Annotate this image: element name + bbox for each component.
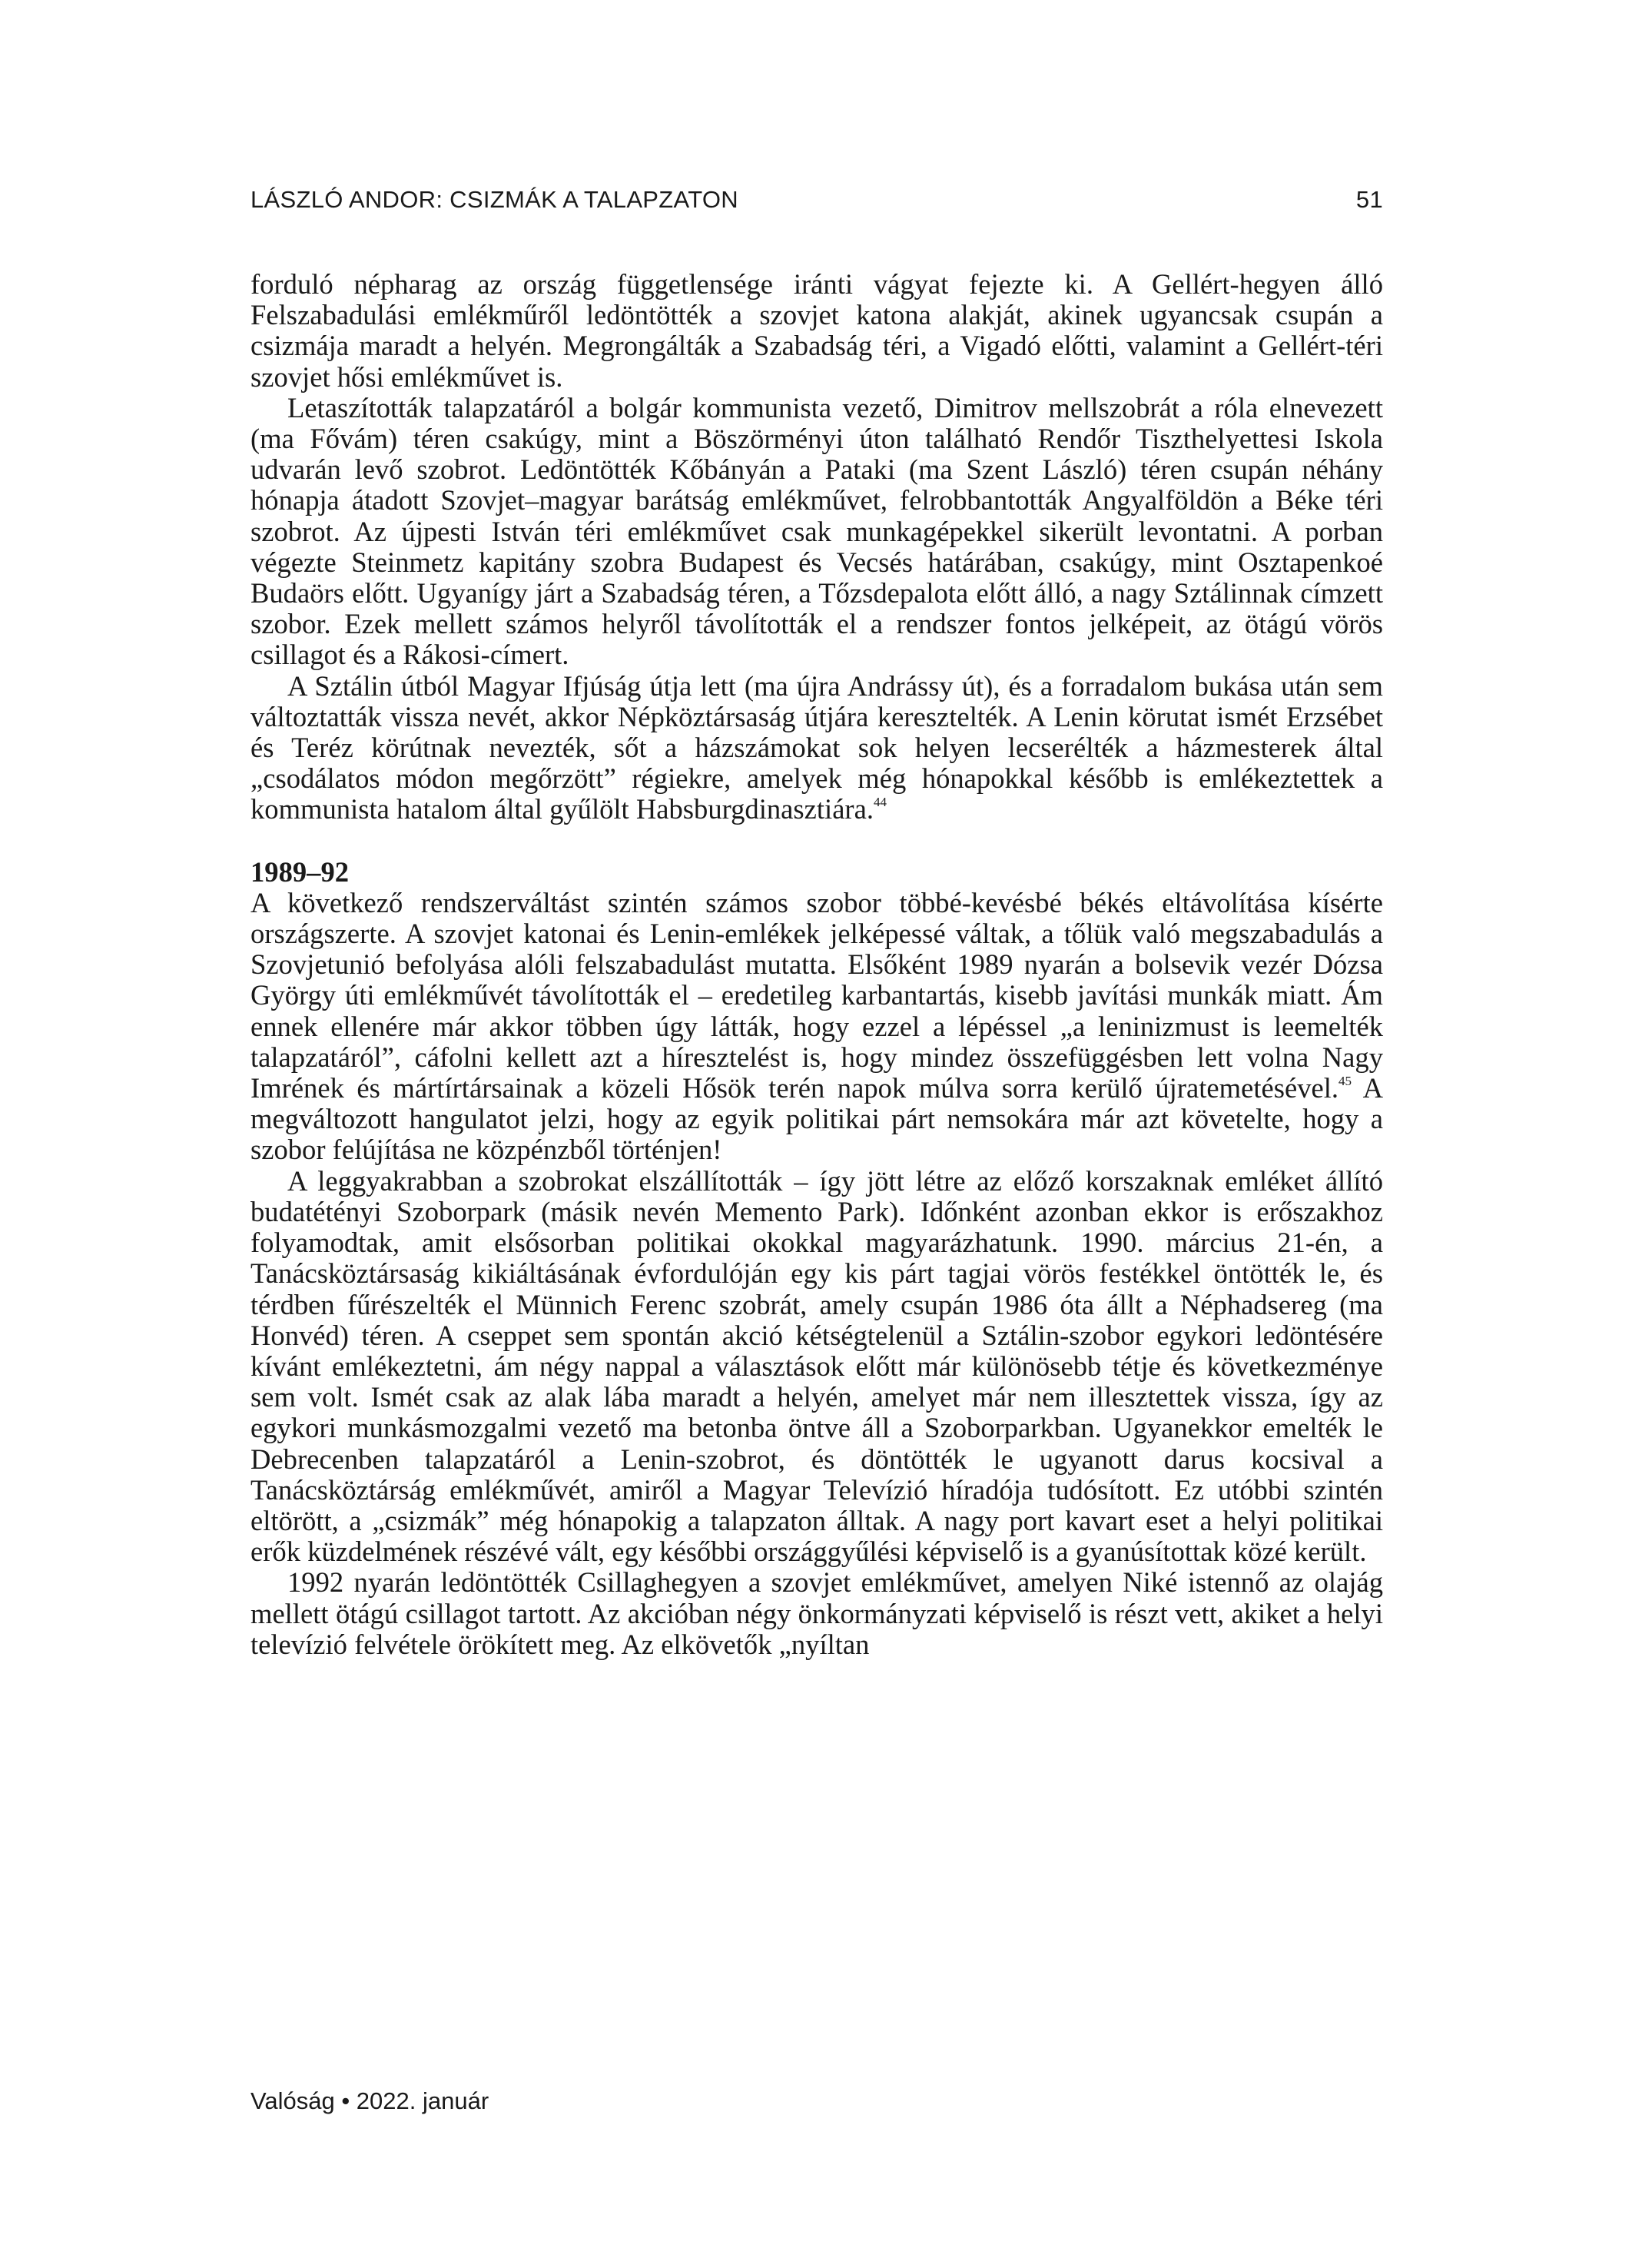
page-footer: Valóság • 2022. január (250, 2087, 489, 2114)
section-heading: 1989–92 (250, 855, 350, 888)
paragraph-text: A következő rendszerváltást szintén számos szobor többé-kevésbé békés eltávolítása kísérte országszerte. A szovjet katonai és Lenin-emlékek jelképessé váltak, a tőlük való megszabadulás a Szovjetunió befolyása alóli felszabadulást mutatta. Elsőként 1989 nyarán a bolsevik vezér Dózsa György úti emlékművét távolították el – eredetileg karbantartás, kisebb javítási munkák miatt. Ám ennek ellenére már akkor többen úgy látták, hogy ezzel a lépéssel „a leninizmust is leemelték talapzatáról”, cáfolni kellett azt a híresztelést is, hogy mindez összefüggésben lett volna Nagy Imrének és mártírtársainak a közeli Hősök terén napok múlva sorra kerülő újratemetésével. (250, 886, 1383, 1104)
paragraph-text: Letaszították talapzatáról a bolgár kommunista vezető, Dimitrov mellszobrát a róla elnevezett (ma Fővám) téren csakúgy, mint a Böszörményi úton található Rendőr Tiszthelyettesi Iskola udvarán levő szobrot. Ledöntötték Kőbányán a Pataki (ma Szent László) téren csupán néhány hónapja átadott Szovjet–magyar barátság emlékművet, felrobbantották Angyalföldön a Béke téri szobrot. Az újpesti István téri emlékművet csak munkagépekkel sikerült levontatni. A porban végezte Steinmetz kapitány szobra Budapest és Vecsés határában, csakúgy, mint Osztapenkoé Budaörs előtt. Ugyanígy járt a Szabadság téren, a Tőzsdepalota előtt álló, a nagy Sztálinnak címzett szobor. Ezek mellett számos helyről távolították el a rendszer fontos jelképeit, az ötágú vörös csillagot és a Rákosi-címert. (250, 391, 1383, 671)
paragraph (250, 1166, 1383, 1568)
paragraph (250, 393, 1383, 671)
paragraph-text: A megváltozott hangulatot jelzi, hogy az egyik politikai párt nemsokára már azt követelte, hogy a szobor felújítása ne közpénzből történjen! (250, 1072, 1383, 1166)
paragraph (250, 1567, 1383, 1660)
footnote-marker: 44 (874, 795, 887, 810)
paragraph-text: 1992 nyarán ledöntötték Csillaghegyen a szovjet emlékművet, amelyen Niké istennő az olajág mellett ötágú csillagot tartott. Az akcióban négy önkormányzati képviselő is részt vett, akiket a helyi televízió felvétele örökített meg. Az elkövetők „nyíltan (250, 1566, 1383, 1660)
paragraph (250, 671, 1383, 825)
article-body (250, 269, 1383, 1660)
paragraph (250, 888, 1383, 1166)
page-number: 51 (1355, 186, 1383, 213)
paragraph-text: forduló népharag az ország függetlensége iránti vágyat fejezte ki. A Gellért-hegyen álló Felszabadulási emlékműről ledöntötték a szovjet katona alakját, akinek ugyancsak csupán a csizmája maradt a helyén. Megrongálták a Szabadság téri, a Vigadó előtti, valamint a Gellért-téri szovjet hősi emlékművet is. (250, 268, 1383, 393)
paragraph-text: A Sztálin útból Magyar Ifjúság útja lett (ma újra Andrássy út), és a forradalom bukása után sem változtatták vissza nevét, akkor Népköztársaság útjára keresztelték. A Lenin körutat ismét Erzsébet és Teréz körútnak nevezték, sőt a házszámokat sok helyen lecserélték a házmesterek által „csodálatos módon megőrzött” régiekre, amelyek még hónapokkal később is emlékeztettek a kommunista hatalom által gyűlölt Habsburgdinasztiára. (250, 669, 1383, 825)
running-title: LÁSZLÓ ANDOR: CSIZMÁK A TALAPZATON (250, 186, 738, 213)
paragraph-text: A leggyakrabban a szobrokat elszállították – így jött létre az előző korszaknak emléket állító budatétényi Szoborpark (másik nevén Memento Park). Időnként azonban ekkor is erőszakhoz folyamodtak, amit elsősorban politikai okokkal magyarázhatunk. 1990. március 21-én, a Tanácsköztársaság kikiáltásának évfordulóján egy kis párt tagjai vörös festékkel öntötték le, és térdben fűrészelték el Münnich Ferenc szobrát, amely csupán 1986 óta állt a Néphadsereg (ma Honvéd) téren. A cseppet sem spontán akció kétségtelenül a Sztálin-szobor egykori ledöntésére kívánt emlékeztetni, ám négy nappal a választások előtt már különösebb tétje és következménye sem volt. Ismét csak az alak lába maradt a helyén, amelyet már nem illesztettek vissza, így az egykori munkásmozgalmi vezető ma betonba öntve áll a Szoborparkban. Ugyanekkor emelték le Debrecenben talapzatáról a Lenin-szobrot, és döntötték le ugyanott darus kocsival a Tanácsköztárság emlékművét, amiről a Magyar Televízió híradója tudósított. Ez utóbbi szintén eltörött, a „csizmák” még hónapokig a talapzaton álltak. A nagy port kavart eset a helyi politikai erők küzdelmének részévé vált, egy későbbi országgyűlési képviselő is a gyanúsítottak közé került. (250, 1164, 1383, 1568)
footnote-marker: 45 (1338, 1074, 1352, 1089)
running-head (250, 186, 1383, 223)
paragraph-continuation (250, 269, 1383, 393)
